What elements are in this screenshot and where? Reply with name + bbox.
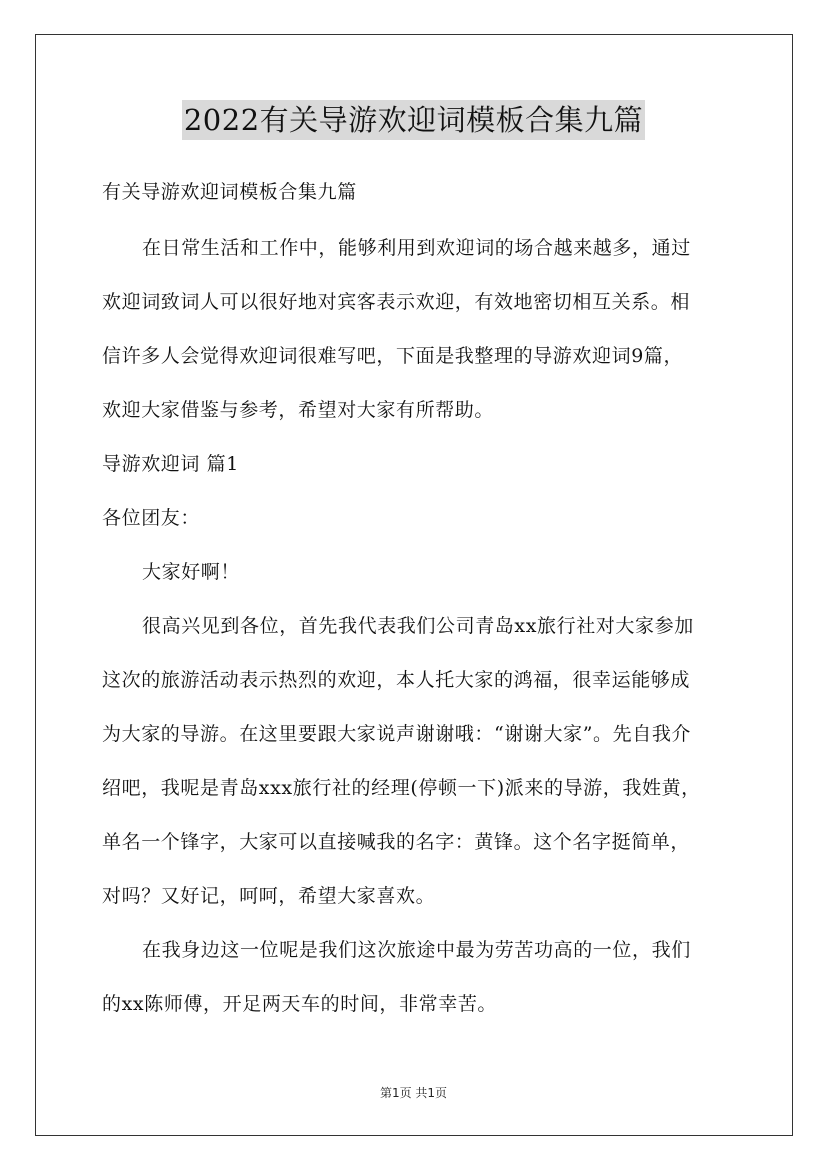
paragraph-line: 欢迎大家借鉴与参考，希望对大家有所帮助。: [102, 399, 495, 421]
paragraph-line: 这次的旅游活动表示热烈的欢迎，本人托大家的鸿福，很幸运能够成: [102, 669, 691, 691]
paragraph-line: 为大家的导游。在这里要跟大家说声谢谢哦：“谢谢大家”。先自我介: [102, 723, 692, 745]
salutation: 各位团友：: [102, 507, 201, 529]
document-title: 2022有关导游欢迎词模板合集九篇: [182, 100, 645, 140]
paragraph-line: 对吗？又好记，呵呵，希望大家喜欢。: [102, 885, 436, 907]
title-container: [0, 100, 827, 140]
paragraph-line: 在日常生活和工作中，能够利用到欢迎词的场合越来越多，通过: [142, 237, 691, 259]
paragraph-line: 在我身边这一位呢是我们这次旅途中最为劳苦功高的一位，我们: [142, 939, 691, 961]
section-heading: 导游欢迎词 篇1: [102, 453, 239, 475]
paragraph-line: 很高兴见到各位，首先我代表我们公司青岛xx旅行社对大家参加: [142, 615, 694, 637]
paragraph-line: 欢迎词致词人可以很好地对宾客表示欢迎，有效地密切相互关系。相: [102, 291, 691, 313]
page-footer: [0, 1084, 827, 1101]
subtitle: 有关导游欢迎词模板合集九篇: [102, 181, 357, 203]
paragraph-line: 绍吧，我呢是青岛xxx旅行社的经理(停顿一下)派来的导游，我姓黄，: [102, 777, 701, 799]
paragraph-line: 单名一个锋字，大家可以直接喊我的名字：黄锋。这个名字挺简单，: [102, 831, 691, 853]
greeting: 大家好啊！: [142, 561, 241, 583]
paragraph-line: 信许多人会觉得欢迎词很难写吧，下面是我整理的导游欢迎词9篇，: [102, 345, 684, 367]
page-number: 第1页 共1页: [379, 1086, 448, 1100]
paragraph-line: 的xx陈师傅，开足两天车的时间，非常幸苦。: [102, 993, 498, 1015]
